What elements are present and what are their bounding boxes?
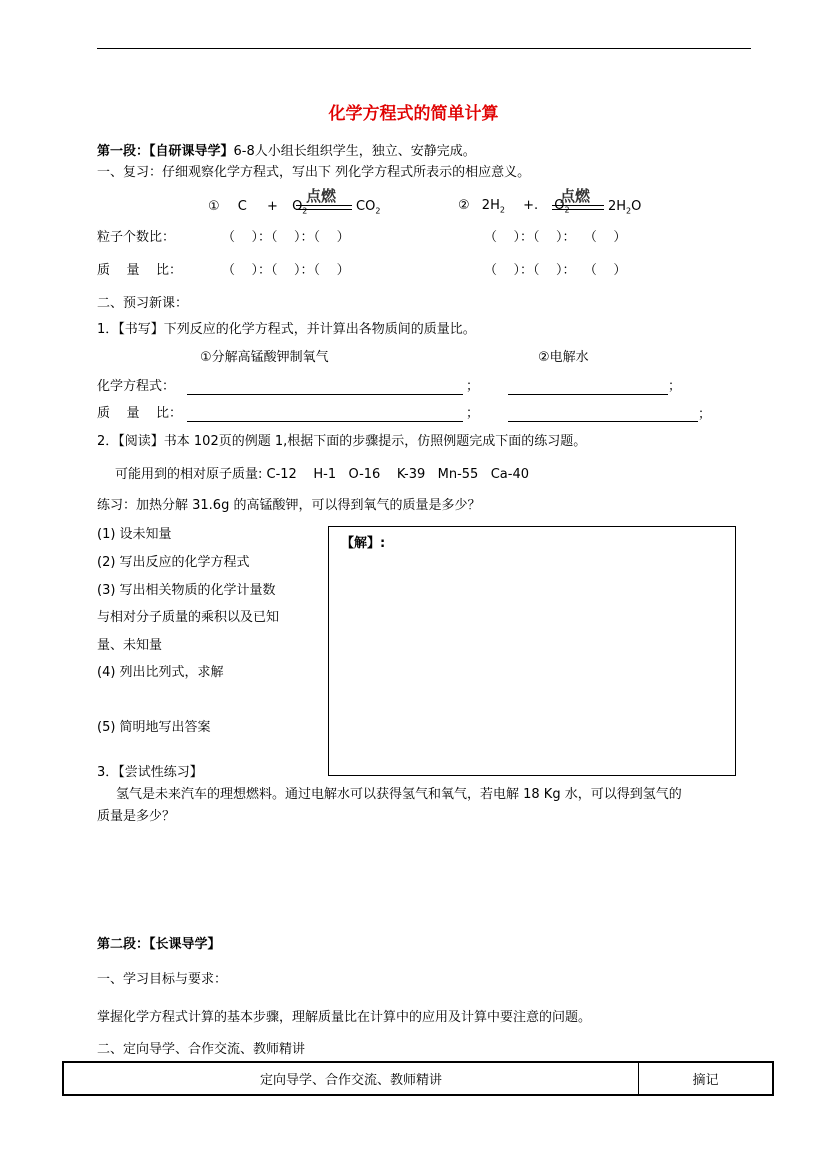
step-3-cont-2: 量、未知量 [97,638,163,653]
eq1-number: ① [208,199,220,214]
table-header-notes: 摘记 [692,1073,719,1088]
page-title: 化学方程式的简单计算 [328,104,499,124]
mass-ratio-blank-2[interactable] [508,421,698,422]
semicolon-4: ； [698,407,712,422]
step-5: (5) 简明地写出答案 [97,720,211,735]
eq2-plus: +. [523,198,539,213]
item-3-text-2: 质量是多少？ [97,809,176,824]
equation-field-label: 化学方程式： [97,379,176,394]
stage2-heading: 第二段：【长课导学】 [97,937,221,952]
particle-ratio-blanks-left[interactable]: （ ）：（ ）：（ ） [222,230,350,245]
item-3-text-1: 氢气是未来汽车的理想燃料。通过电解水可以获得氢气和氧气，若电解 18 Kg 水，可以得到氢气的 [116,787,682,802]
goals-heading: 一、学习目标与要求： [97,972,228,987]
step-3: (3) 写出相关物质的化学计量数 [97,583,276,598]
practice-question: 练习：加热分解 31.6g 的高锰酸钾，可以得到氧气的质量是多少？ [97,498,481,513]
table-header-guide: 定向导学、合作交流、教师精讲 [64,1063,639,1094]
stage1-heading-line [97,145,476,158]
eq2-condition: 点燃 [560,187,591,205]
review-line: 一、复习：仔细观察化学方程式，写出下 列化学方程式所表示的相应意义。 [97,165,531,180]
mass-ratio-field-label: 质 量 比： [97,406,183,421]
item-1-sub-1: ①分解高锰酸钾制氧气 [200,350,329,365]
particle-ratio-blanks-right[interactable]: （ ）：（ ）： （ ） [484,230,627,245]
equation-1 [208,200,307,216]
step-3-cont-1: 与相对分子质量的乘积以及已知 [97,610,280,625]
eq1-double-line [296,205,352,210]
mass-ratio-label: 质 量 比： [97,263,183,278]
semicolon-2: ； [668,379,682,394]
eq2-number: ② [458,198,470,213]
guide-heading: 二、定向导学、合作交流、教师精讲 [97,1042,306,1057]
eq2-reactant-b: $O_2$ [554,198,570,215]
item-1: 1．【书写】下列反应的化学方程式，并计算出各物质间的质量比。 [97,322,476,337]
semicolon-3: ； [466,406,480,421]
equation-blank-2[interactable] [508,394,668,395]
eq2-reaction-arrow [552,185,604,213]
eq1-reaction-arrow [296,185,352,213]
stage1-heading-rest: 6-8人小组长组织学生，独立、安静完成。 [233,144,476,159]
item-2: 2．【阅读】书本 102页的例题 1,根据下面的步骤提示，仿照例题完成下面的练习题。 [97,434,587,449]
item-1-sub-2: ②电解水 [538,350,589,365]
goals-text: 掌握化学方程式计算的基本步骤，理解质量比在计算中的应用及计算中要注意的问题。 [97,1010,592,1025]
eq1-plus: + [267,199,278,214]
mass-ratio-blank-1[interactable] [187,421,463,422]
eq2-reactant-a: $2H_2$ [481,198,505,215]
mass-ratio-blanks-right[interactable]: （ ）：（ ）： （ ） [484,263,627,278]
eq2-product: $2H_2O$ [608,199,642,216]
particle-ratio-label: 粒子个数比： [97,230,176,245]
equation-blank-1[interactable] [187,394,463,395]
atomic-mass-line: 可能用到的相对原子质量: C-12 H-1 O-16 K-39 Mn-55 Ca-40 [115,467,529,482]
eq1-product: $CO_2$ [356,199,381,216]
solution-label: 【解】: [341,536,386,551]
step-1: (1) 设未知量 [97,527,172,542]
step-2: (2) 写出反应的化学方程式 [97,555,250,570]
eq1-reactant-b: $O_2$ [292,199,308,216]
eq1-reactant-a: C [237,199,247,214]
stage1-heading: 第一段：【自研课导学】 [97,144,234,159]
solution-box[interactable] [328,526,736,776]
header-rule [97,48,751,49]
semicolon-1: ； [466,379,480,394]
preview-heading: 二、预习新课： [97,296,189,311]
step-4: (4) 列出比列式，求解 [97,665,224,680]
eq1-condition: 点燃 [306,187,337,205]
mass-ratio-blanks-left[interactable]: （ ）：（ ）：（ ） [222,263,350,278]
item-3: 3．【尝试性练习】 [97,765,203,780]
notes-table [62,1061,774,1096]
eq2-double-line [552,205,604,210]
